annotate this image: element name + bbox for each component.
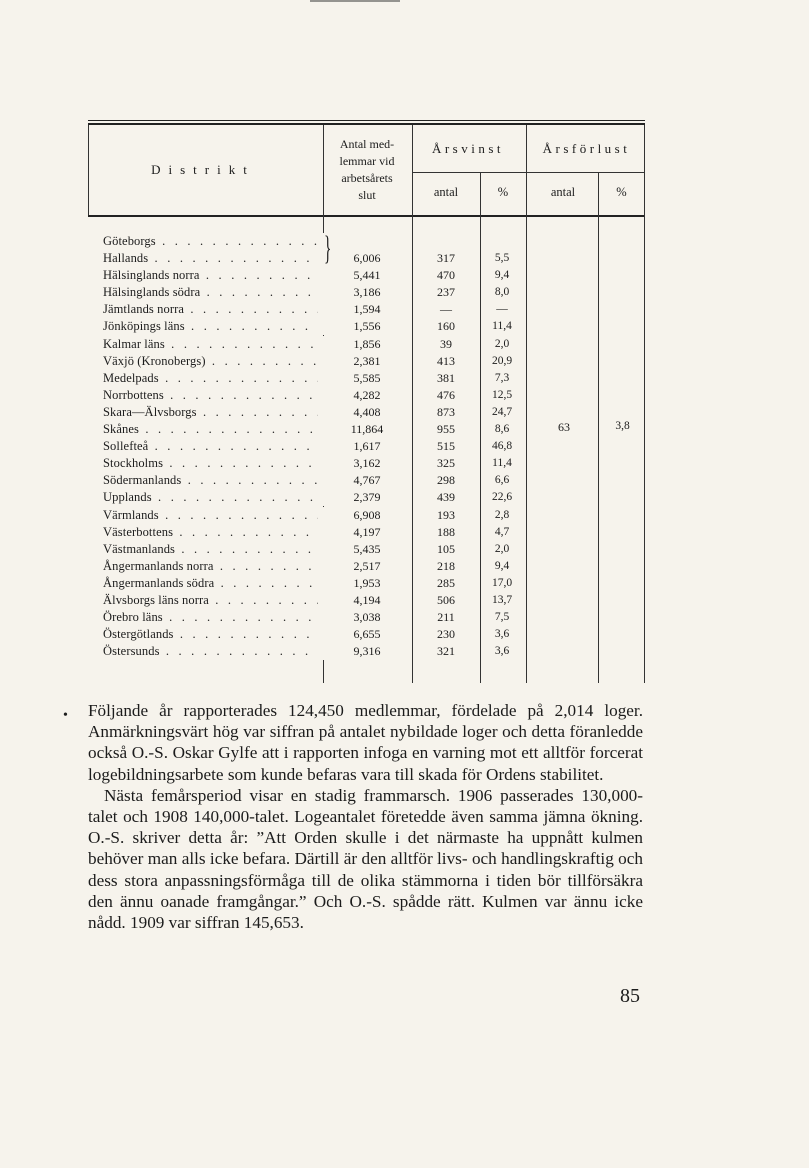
table-body — [88, 230, 645, 660]
district-name: Södermanlands . . . — [103, 472, 323, 489]
gain-percent: — — [496, 303, 508, 316]
table-row — [88, 609, 645, 626]
member-count: 4,408 — [353, 404, 381, 419]
gain-percent: 12,5 — [491, 388, 513, 401]
member-count: 1,594 — [353, 302, 381, 317]
gain-percent: 9,4 — [494, 269, 510, 282]
gain-percent: 2,0 — [494, 337, 510, 350]
leader-mask — [318, 643, 324, 660]
leader-mask — [318, 267, 324, 284]
district-name: Örebro läns . . . — [103, 609, 323, 626]
header-district: Distrikt — [151, 162, 255, 177]
gain-percent: 11,4 — [492, 320, 512, 333]
gain-count: 506 — [437, 592, 455, 607]
member-count: 3,162 — [353, 456, 381, 471]
gain-count: 439 — [437, 490, 455, 505]
gain-percent: 46,8 — [491, 440, 513, 453]
gain-count: 381 — [437, 370, 455, 385]
leader-mask — [318, 507, 324, 524]
gain-percent: 3,6 — [494, 645, 510, 658]
district-name: Upplands . . . — [103, 489, 323, 506]
loss-percent: 3,8 — [615, 420, 630, 432]
gain-count: 285 — [437, 575, 455, 590]
gain-count: 160 — [437, 319, 455, 334]
table-row — [88, 370, 645, 387]
gain-count: 515 — [437, 439, 455, 454]
paragraph: Nästa femårsperiod visar en stadig frammarsch. 1906 passerades 130,000-talet och 1908 140,000-talet. Logeantalet företedde även samma jämna ökning. O.-S. skriver detta år: ”Att Orden skulle i det närmaste ha uppnått kulmen behöver man alls icke befara. Därtill är den alltför livs- och handlingskraftig och dess stora anpassningsförmåga till de olika stämmorna i tiden bör tillförsäkra den ännu oanade framgångar.” Och O.-S. spådde rätt. Kulmen var ännu icke nådd. 1909 var siffran 145,653. — [88, 785, 643, 933]
leader-mask — [318, 472, 324, 489]
district-name: Skånes . . . — [103, 421, 323, 438]
member-count: 3,038 — [353, 610, 381, 625]
table-row — [88, 575, 645, 592]
gain-percent: 4,7 — [494, 525, 510, 538]
body-text — [88, 700, 643, 933]
leader-mask — [318, 353, 324, 370]
leader-mask — [318, 541, 324, 558]
gain-count: 105 — [437, 541, 455, 556]
gain-percent: 22,6 — [491, 491, 513, 504]
table-row — [88, 643, 645, 660]
header-yearly-loss: Årsförlust — [542, 141, 631, 156]
leader-mask — [318, 233, 324, 250]
header-gain-count: antal — [433, 185, 459, 199]
table-row — [88, 250, 645, 267]
leader-mask — [318, 318, 324, 335]
header-members-line: Antal med- — [339, 137, 395, 151]
table-row — [88, 233, 645, 250]
table-row — [88, 507, 645, 524]
leader-mask — [318, 387, 324, 404]
gain-count: 39 — [440, 336, 452, 351]
header-yearly-gain: Årsvinst — [431, 141, 505, 156]
page-number: 85 — [620, 985, 640, 1007]
gain-percent: 17,0 — [491, 576, 513, 589]
member-count: 5,585 — [353, 370, 381, 385]
table-row — [88, 438, 645, 455]
gain-count: 476 — [437, 387, 455, 402]
table-row — [88, 626, 645, 643]
leader-mask — [318, 558, 324, 575]
table-row — [88, 353, 645, 370]
district-name: Jämtlands norra . . . — [103, 301, 323, 318]
district-name: Ångermanlands norra . . . — [103, 558, 323, 575]
district-name: Östergötlands . . . — [103, 626, 323, 643]
member-count: 1,617 — [353, 439, 381, 454]
gain-count: 193 — [437, 507, 455, 522]
table-row — [88, 267, 645, 284]
district-name: Hälsinglands södra . . . — [103, 284, 323, 301]
district-statistics-table — [88, 120, 645, 685]
table-top-rule — [88, 120, 645, 121]
district-name: Jönköpings läns . . . — [103, 318, 323, 335]
member-count: 6,655 — [353, 627, 381, 642]
district-name: Hälsinglands norra . . . — [103, 267, 323, 284]
member-count: 4,282 — [353, 387, 381, 402]
table-row — [88, 472, 645, 489]
district-name: Stockholms . . . — [103, 455, 323, 472]
gain-count: 298 — [437, 473, 455, 488]
member-count: 5,435 — [353, 541, 381, 556]
table-row — [88, 404, 645, 421]
table-row — [88, 592, 645, 609]
table-row — [88, 558, 645, 575]
table-row — [88, 284, 645, 301]
district-name: Skara—Älvsborgs . . . — [103, 404, 323, 421]
gain-percent: 20,9 — [491, 354, 513, 367]
gain-count: 188 — [437, 524, 455, 539]
table-row — [88, 301, 645, 318]
table-row — [88, 489, 645, 506]
header-members-line: lemmar vid — [339, 154, 395, 168]
merge-brace: } — [324, 230, 332, 267]
margin-bullet: • — [63, 708, 68, 723]
loss-count: 63 — [558, 420, 570, 434]
member-count: 6,006 — [353, 251, 381, 266]
member-count: 4,194 — [353, 592, 381, 607]
gain-count: 325 — [437, 456, 455, 471]
leader-mask — [318, 609, 324, 626]
district-name: Älvsborgs läns norra . . . — [103, 592, 323, 609]
member-count: 2,381 — [353, 353, 381, 368]
district-name: Norrbottens . . . — [103, 387, 323, 404]
member-count: 2,379 — [353, 490, 381, 505]
district-name: Västerbottens . . . — [103, 524, 323, 541]
member-count: 11,864 — [350, 422, 384, 437]
table-row — [88, 336, 645, 353]
gain-count: 955 — [437, 422, 455, 437]
member-count: 3,186 — [353, 285, 381, 300]
leader-mask — [318, 370, 324, 387]
district-name: Sollefteå . . . — [103, 438, 323, 455]
paragraph: Följande år rapporterades 124,450 medlemmar, fördelade på 2,014 loger. Anmärkningsvärt hög var siffran på antalet nybildade loger och detta föranledde också O.-S. Oskar Gylfe att i rapporten infoga en varning mot ett alltför forcerat logebildningsarbete som kunde befaras vara till skada för Ordens stabilitet. — [88, 701, 643, 784]
gain-percent: 8,6 — [494, 423, 510, 436]
header-members-line: arbetsårets — [341, 171, 393, 185]
member-count: 2,517 — [353, 558, 381, 573]
gain-percent: 24,7 — [491, 405, 513, 418]
leader-mask — [318, 404, 324, 421]
leader-mask — [318, 336, 324, 353]
gain-percent: 5,5 — [494, 252, 510, 265]
gain-count: 218 — [437, 558, 455, 573]
header-loss-count: antal — [550, 185, 576, 199]
gain-count: 470 — [437, 268, 455, 283]
member-count: 1,556 — [353, 319, 381, 334]
leader-mask — [318, 421, 324, 438]
gain-count: 230 — [437, 627, 455, 642]
leader-mask — [318, 301, 324, 318]
gain-count: 237 — [437, 285, 455, 300]
member-count: 9,316 — [353, 644, 381, 659]
leader-mask — [318, 524, 324, 541]
table-top-rule-thick — [88, 123, 645, 125]
gain-count: 321 — [437, 644, 455, 659]
leader-mask — [318, 250, 324, 267]
table-row — [88, 541, 645, 558]
gain-percent: 13,7 — [491, 593, 513, 606]
gain-percent: 2,8 — [494, 508, 510, 521]
gain-percent: 7,5 — [494, 611, 510, 624]
header-bottom-rule — [88, 215, 645, 217]
gain-percent: 3,6 — [494, 628, 510, 641]
district-name: Växjö (Kronobergs) . . . — [103, 353, 323, 370]
gain-percent: 8,0 — [494, 286, 510, 299]
district-name: Hallands . . . — [103, 250, 323, 267]
leader-mask — [318, 455, 324, 472]
header-members-line: slut — [358, 188, 376, 202]
member-count: 1,856 — [353, 336, 381, 351]
district-name: Kalmar läns . . . — [103, 336, 323, 353]
gain-percent: 9,4 — [494, 559, 510, 572]
member-count: 1,953 — [353, 575, 381, 590]
district-name: Medelpads . . . — [103, 370, 323, 387]
table-row — [88, 524, 645, 541]
leader-mask — [318, 438, 324, 455]
gain-percent: 7,3 — [494, 371, 510, 384]
district-name: Värmlands . . . — [103, 507, 323, 524]
gain-count: 317 — [437, 251, 455, 266]
gain-percent: 2,0 — [494, 542, 510, 555]
member-count: 4,767 — [353, 473, 381, 488]
leader-mask — [318, 284, 324, 301]
table-row — [88, 455, 645, 472]
table-row — [88, 318, 645, 335]
district-name: Ångermanlands södra . . . — [103, 575, 323, 592]
header-loss-percent: % — [616, 185, 627, 199]
leader-mask — [318, 592, 324, 609]
district-name: Västmanlands . . . — [103, 541, 323, 558]
header-gain-percent: % — [497, 185, 509, 199]
gain-count: 873 — [437, 404, 455, 419]
district-name: Göteborgs . . . — [103, 233, 323, 250]
gain-count: 211 — [437, 610, 455, 625]
gain-percent: 11,4 — [492, 457, 512, 470]
gain-count: 413 — [437, 353, 455, 368]
member-count: 4,197 — [353, 524, 381, 539]
gain-percent: 6,6 — [494, 474, 510, 487]
subheader-rule — [412, 172, 644, 173]
scan-edge-mark — [310, 0, 400, 2]
leader-mask — [318, 489, 324, 506]
member-count: 6,908 — [353, 507, 381, 522]
leader-mask — [318, 626, 324, 643]
header-members — [324, 136, 410, 204]
table-row — [88, 387, 645, 404]
gain-count: — — [440, 302, 452, 317]
leader-mask — [318, 575, 324, 592]
member-count: 5,441 — [353, 268, 381, 283]
district-name: Östersunds . . . — [103, 643, 323, 660]
